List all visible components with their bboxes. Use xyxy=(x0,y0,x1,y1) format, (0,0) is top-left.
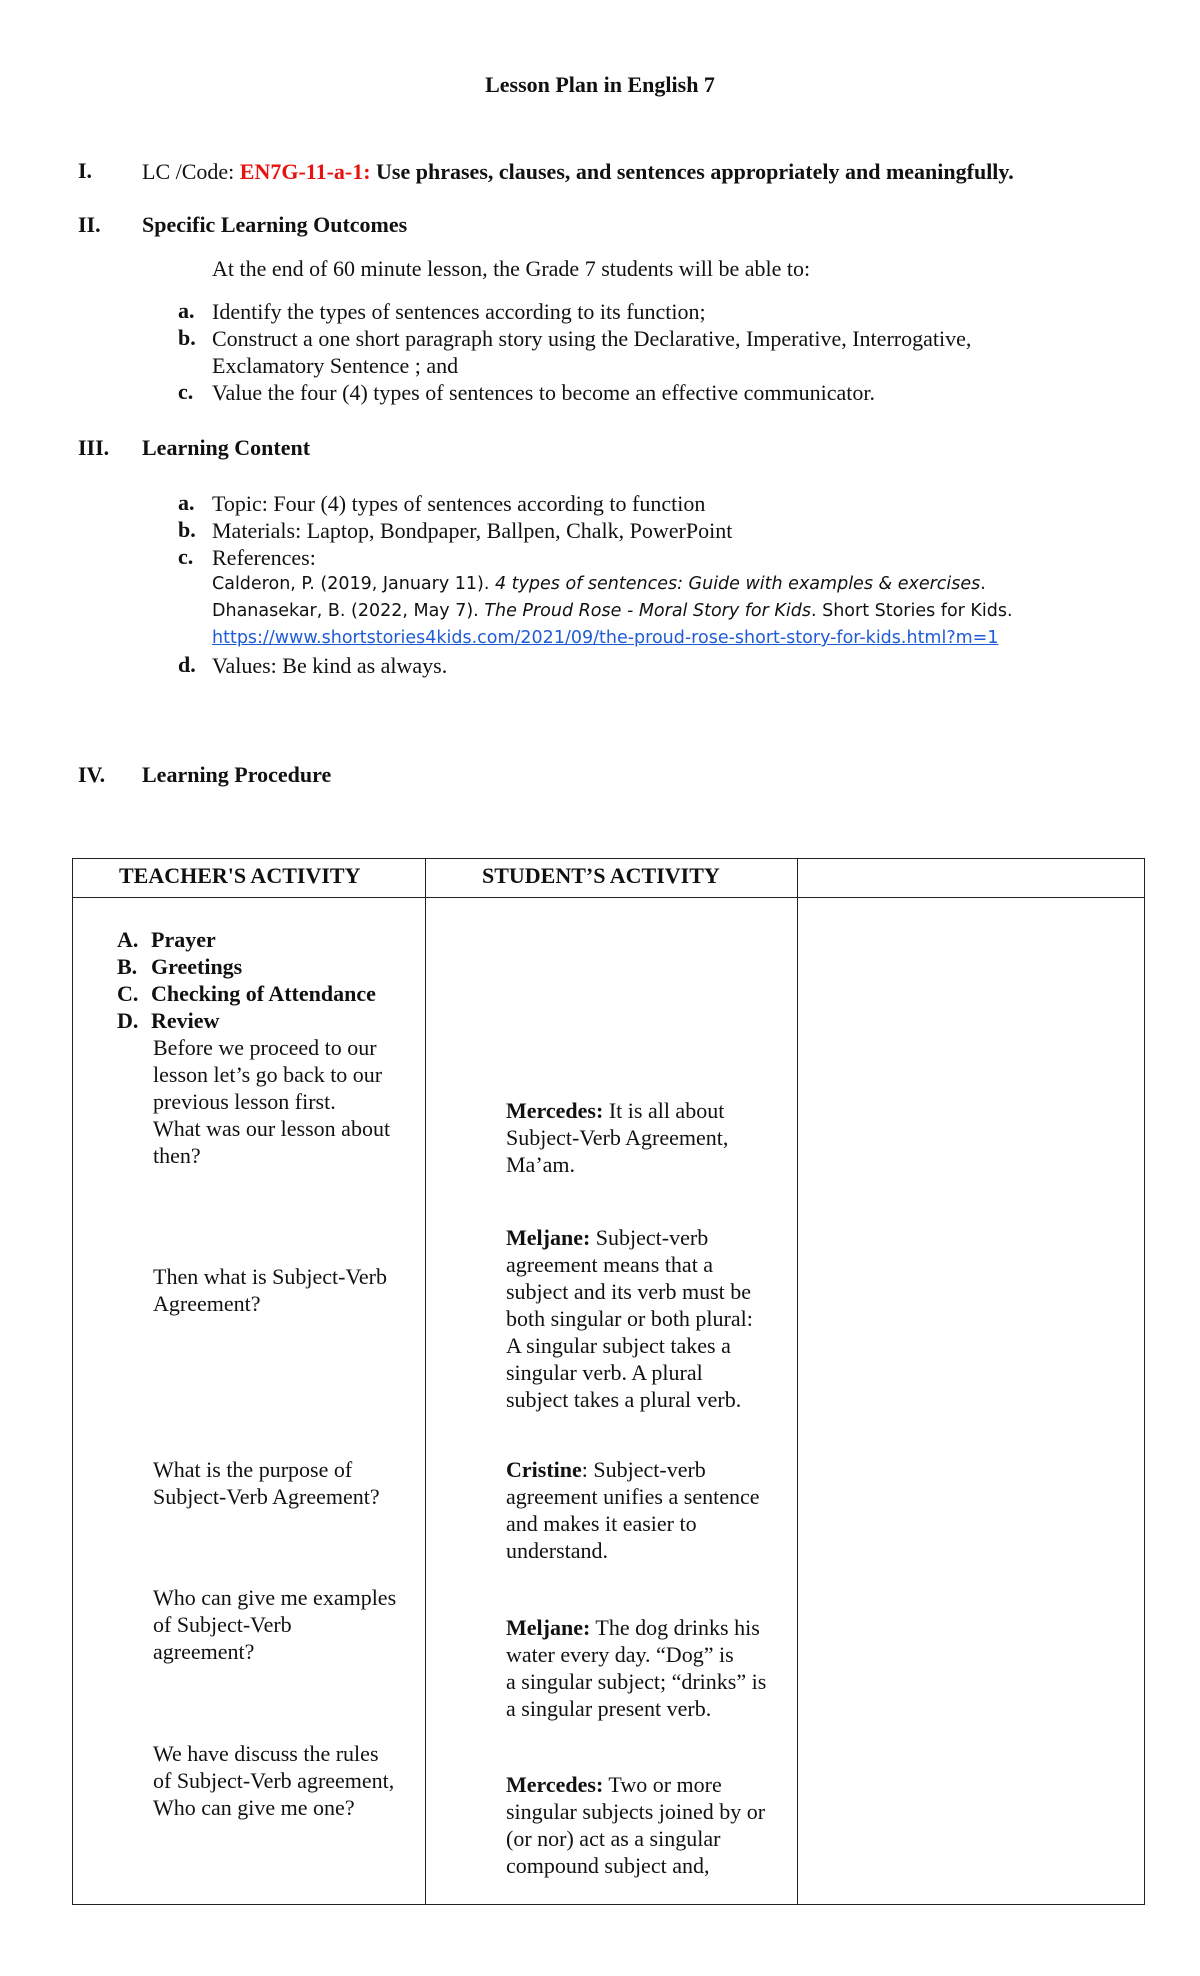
outcome-item: Value the four (4) types of sentences to become an effective communicator. xyxy=(212,380,876,405)
reference-title: The Proud Rose - Moral Story for Kids xyxy=(484,601,811,621)
step-letter: C. xyxy=(117,981,139,1006)
procedure-step xyxy=(117,953,242,980)
student-response: Meljane: Subject-verb agreement means that a subject and its verb must be both singular or both plural: A singular subject takes a singular verb. A plural subject takes a plural verb. xyxy=(506,1225,753,1412)
lc-code: EN7G-11-a-1: xyxy=(239,159,371,184)
procedure-table xyxy=(72,858,1145,1905)
outcome-letter: a. xyxy=(178,298,195,323)
reference-tail: . Short Stories for Kids. xyxy=(810,601,1013,621)
student-response: Mercedes: Two or more singular subjects joined by or (or nor) act as a singular compound subject and, xyxy=(506,1772,766,1878)
student-name: Mercedes: xyxy=(506,1098,604,1123)
student-response: Cristine: Subject-verb agreement unifies a sentence and makes it easier to understand. xyxy=(506,1457,760,1563)
reference-entry xyxy=(212,571,986,598)
step-label: Greetings xyxy=(151,954,243,979)
content-letter: d. xyxy=(178,652,196,677)
page-title: Lesson Plan in English 7 xyxy=(485,72,715,97)
section-four-numeral: IV. xyxy=(78,762,106,787)
teacher-prompt: What is the purpose of Subject-Verb Agreement? xyxy=(153,1457,380,1509)
outcome-item: Construct a one short paragraph story using the Declarative, Imperative, Interrogative, xyxy=(212,326,972,351)
reference-title: 4 types of sentences: Guide with examples & exercises xyxy=(494,574,981,594)
content-references-label: References: xyxy=(212,545,316,570)
content-topic: Topic: Four (4) types of sentences according to function xyxy=(212,491,706,516)
step-letter: D. xyxy=(117,1008,139,1033)
teacher-activity-cell xyxy=(73,898,426,1905)
reference-entry xyxy=(212,598,1013,625)
step-label: Prayer xyxy=(151,927,216,952)
procedure-step xyxy=(117,926,216,953)
section-three-numeral: III. xyxy=(78,435,110,460)
content-values: Values: Be kind as always. xyxy=(212,653,448,678)
section-two-heading: Specific Learning Outcomes xyxy=(142,212,408,237)
section-two-numeral: II. xyxy=(78,212,101,237)
reference-tail: . xyxy=(980,574,986,594)
student-response: Meljane: The dog drinks his water every day. “Dog” is a singular subject; “drinks” is a singular present verb. xyxy=(506,1615,767,1721)
teacher-prompt: Then what is Subject-Verb Agreement? xyxy=(153,1264,387,1316)
lc-code-text: Use phrases, clauses, and sentences appropriately and meaningfully. xyxy=(376,159,1014,184)
reference-author: Dhanasekar, B. (2022, May 7). xyxy=(212,601,485,621)
teacher-prompt: Before we proceed to our lesson let’s go back to our previous lesson first. xyxy=(153,1035,383,1114)
content-letter: c. xyxy=(178,544,194,569)
content-letter: a. xyxy=(178,490,195,515)
outcome-item: Identify the types of sentences according to its function; xyxy=(212,299,706,324)
step-label: Checking of Attendance xyxy=(151,981,376,1006)
section-one-numeral: I. xyxy=(78,158,93,183)
procedure-step xyxy=(117,980,376,1007)
teacher-activity-header xyxy=(73,859,426,898)
teacher-prompt: We have discuss the rules of Subject-Verb agreement, Who can give me one? xyxy=(153,1741,395,1820)
student-name: Cristine xyxy=(506,1457,582,1482)
content-materials: Materials: Laptop, Bondpaper, Ballpen, Chalk, PowerPoint xyxy=(212,518,733,543)
section-four-heading: Learning Procedure xyxy=(142,762,332,787)
student-name: Meljane: xyxy=(506,1615,591,1640)
student-name: Meljane: xyxy=(506,1225,591,1250)
reference-link[interactable]: https://www.shortstories4kids.com/2021/09/the-proud-rose-short-story-for-kids.html?m=1 xyxy=(212,628,999,648)
content-letter: b. xyxy=(178,517,196,542)
step-label: Review xyxy=(151,1008,220,1033)
step-letter: A. xyxy=(117,927,139,952)
header-label: TEACHER'S ACTIVITY xyxy=(119,863,361,888)
step-letter: B. xyxy=(117,954,138,979)
lc-code-line xyxy=(142,158,1014,185)
student-activity-cell xyxy=(426,898,798,1905)
section-three-heading: Learning Content xyxy=(142,435,311,460)
outcome-letter: c. xyxy=(178,379,194,404)
student-response: Mercedes: It is all about Subject-Verb Agreement, Ma’am. xyxy=(506,1098,729,1177)
outcomes-intro: At the end of 60 minute lesson, the Grade 7 students will be able to: xyxy=(212,256,811,281)
student-activity-header xyxy=(426,859,798,898)
procedure-step xyxy=(117,1007,219,1034)
outcome-letter: b. xyxy=(178,325,196,350)
blank-column-cell xyxy=(798,898,1145,1905)
student-name: Mercedes: xyxy=(506,1772,604,1797)
lc-code-prefix: LC /Code: xyxy=(142,159,235,184)
header-label: STUDENT’S ACTIVITY xyxy=(482,863,720,888)
teacher-prompt: What was our lesson about then? xyxy=(153,1116,391,1168)
teacher-prompt: Who can give me examples of Subject-Verb agreement? xyxy=(153,1585,397,1664)
blank-column-header xyxy=(798,859,1145,898)
reference-author: Calderon, P. (2019, January 11). xyxy=(212,574,495,594)
outcome-item-continued: Exclamatory Sentence ; and xyxy=(212,353,459,378)
